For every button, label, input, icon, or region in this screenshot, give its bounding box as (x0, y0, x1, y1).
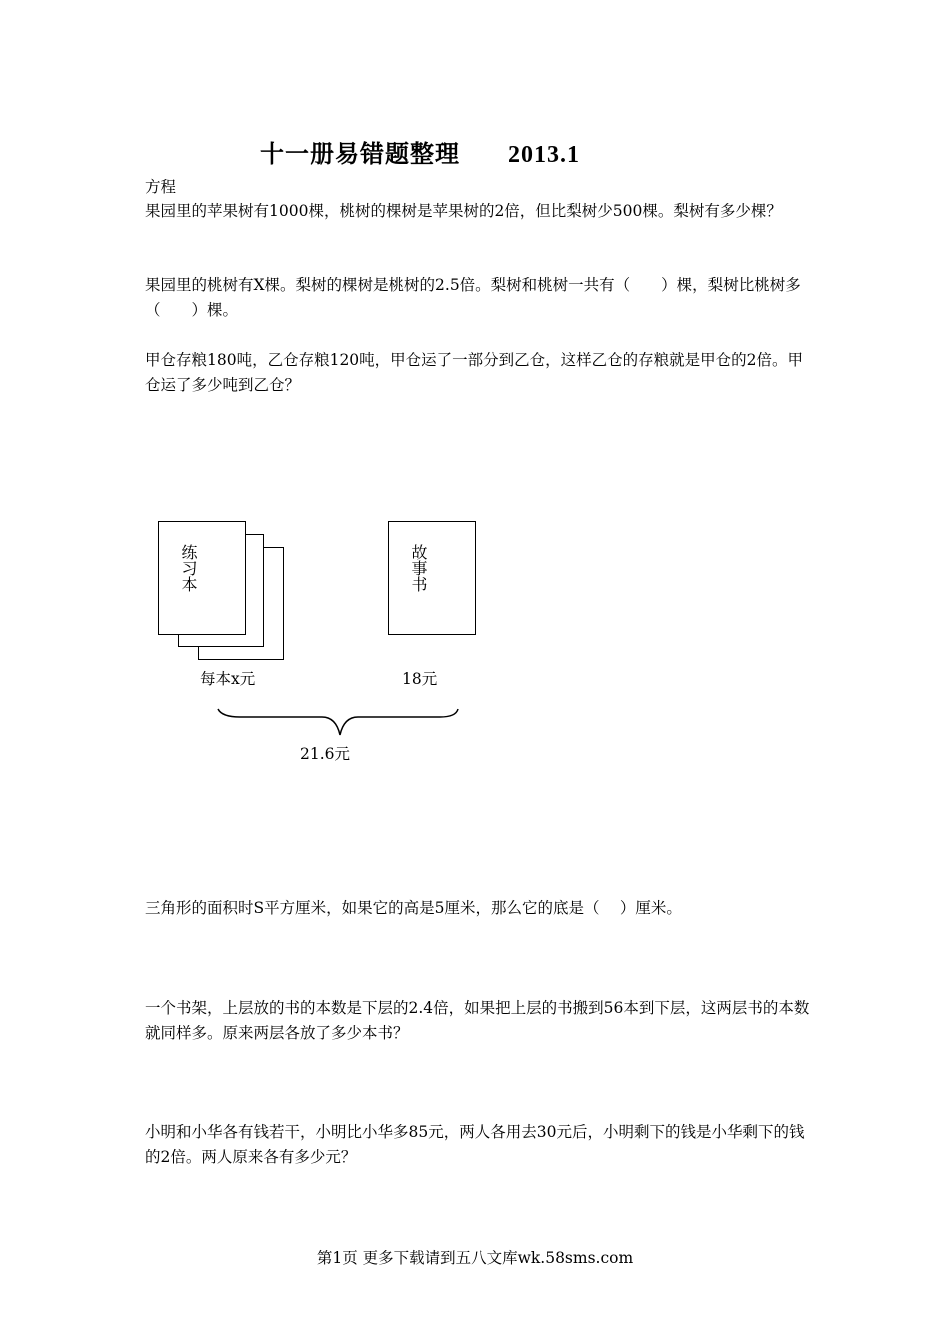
story-book-price: 18元 (402, 670, 438, 688)
page-footer: 第1页 更多下载请到五八文库wk.58sms.com (316, 1249, 634, 1267)
section-label: 方程 (145, 178, 177, 196)
document-title (0, 134, 840, 169)
question-3: 甲仓存粮180吨，乙仓存粮120吨，甲仓运了一部分到乙仓，这样乙仓的存粮就是甲仓的2倍。甲仓运了多少吨到乙仓？ (145, 351, 804, 394)
title-main: 十一册易错题整理 (260, 139, 460, 168)
exercise-book-price: 每本x元 (200, 670, 256, 688)
question-5: 一个书架，上层放的书的本数是下层的2.4倍，如果把上层的书搬到56本到下层，这两层书的本数就同样多。原来两层各放了多少本书？ (145, 999, 810, 1042)
question-2: 果园里的桃树有X棵。梨树的棵树是桃树的2.5倍。梨树和桃树一共有（ ）棵，梨树比桃树多（ ）棵。 (145, 276, 801, 319)
question-1: 果园里的苹果树有1000棵，桃树的棵树是苹果树的2倍，但比梨树少500棵。梨树有多少棵？ (145, 202, 782, 220)
question-6: 小明和小华各有钱若干，小明比小华多85元，两人各用去30元后，小明剩下的钱是小华剩下的钱的2倍。两人原来各有多少元？ (145, 1123, 805, 1166)
story-book (388, 521, 476, 635)
question-4: 三角形的面积时S平方厘米，如果它的高是5厘米，那么它的底是（ ）厘米。 (145, 899, 682, 917)
exercise-book-front (158, 521, 246, 635)
exercise-book-label: 练习本 (179, 544, 198, 592)
title-year: 2013.1 (508, 142, 580, 168)
total-price: 21.6元 (300, 745, 351, 763)
story-book-label: 故事书 (409, 544, 428, 592)
